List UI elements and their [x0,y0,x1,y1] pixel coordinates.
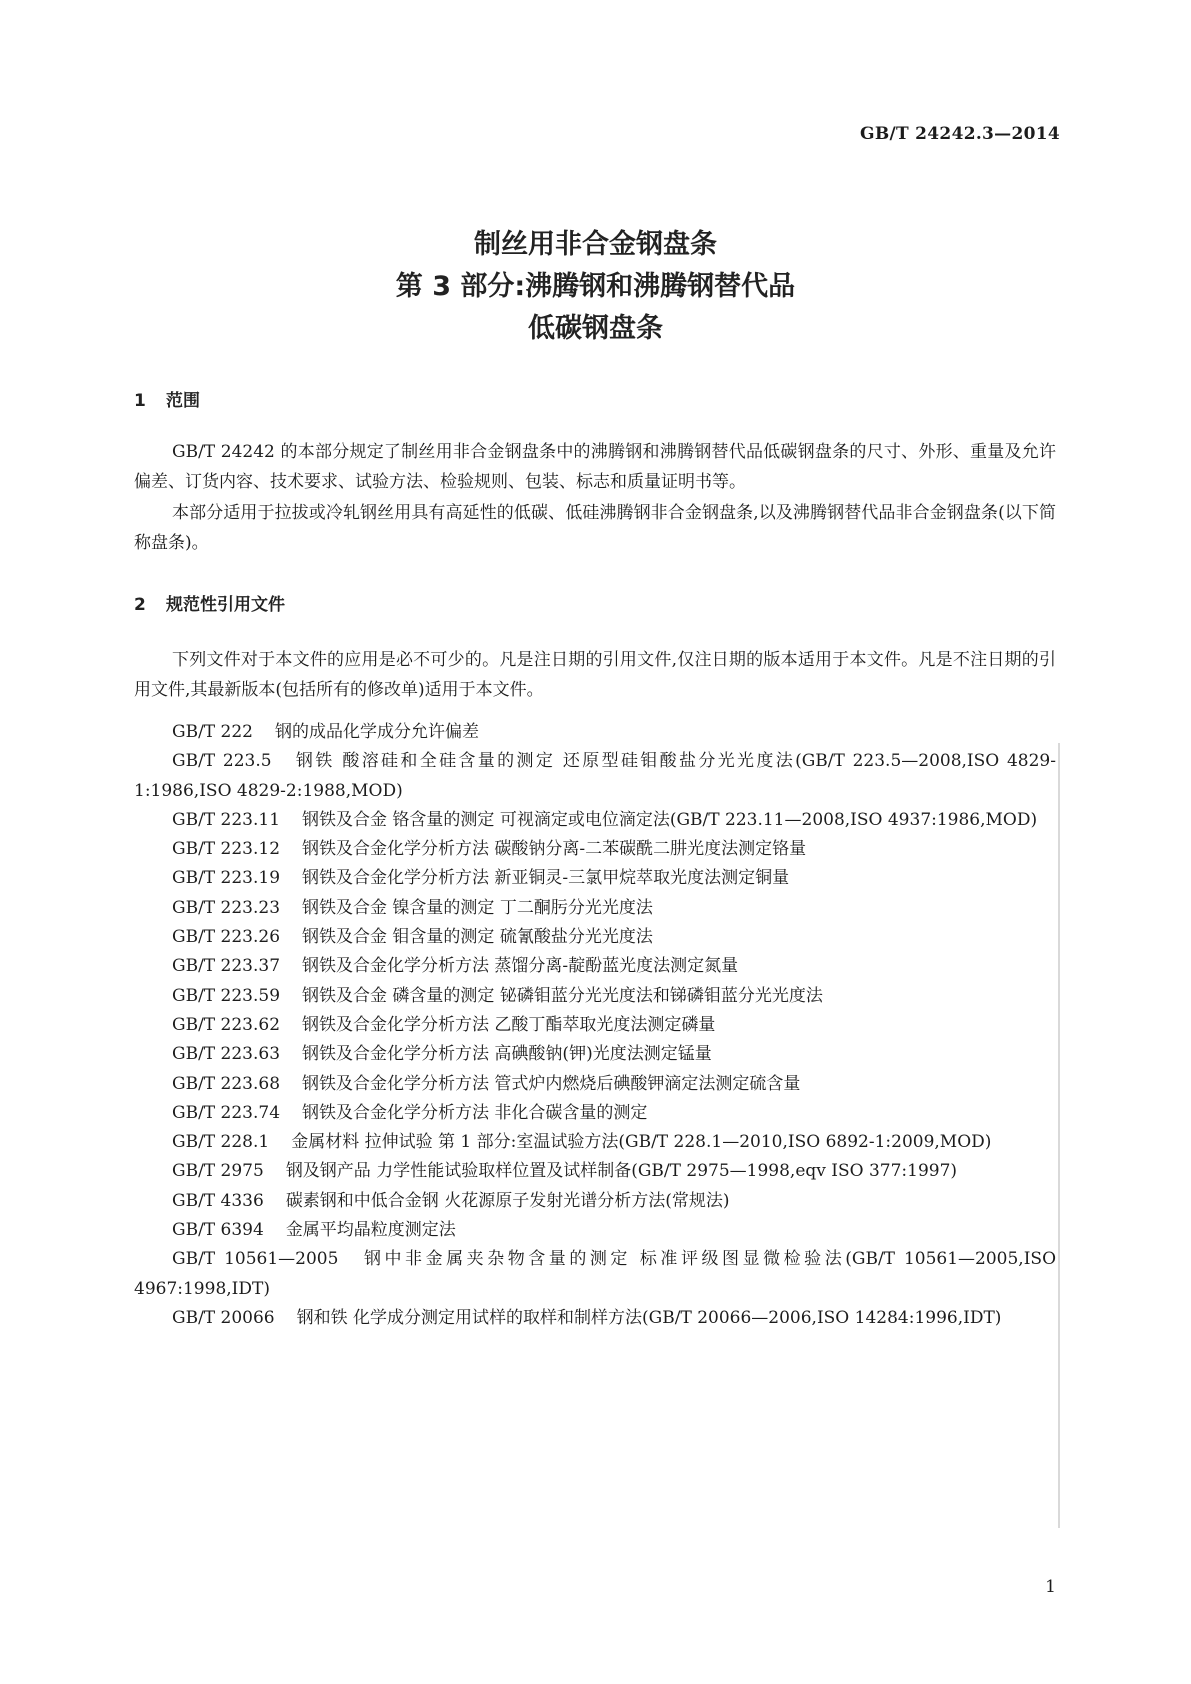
reference-code: GB/T 223.68 [172,1073,281,1094]
reference-item [134,1070,1056,1099]
reference-title: 钢铁及合金化学分析方法 非化合碳含量的测定 [302,1102,648,1123]
reference-code: GB/T 6394 [172,1220,264,1241]
reference-item [134,1187,1056,1216]
title-line-1: 制丝用非合金钢盘条 [474,229,717,260]
reference-code: GB/T 223.12 [172,839,281,860]
reference-item [134,894,1056,923]
reference-title: 钢铁及合金化学分析方法 蒸馏分离-靛酚蓝光度法测定氮量 [302,956,739,977]
reference-item [134,1216,1056,1245]
reference-item [134,1157,1056,1186]
reference-code: GB/T 4336 [172,1190,264,1211]
reference-code: GB/T 223.59 [172,985,281,1006]
reference-title: 钢中非金属夹杂物含量的测定 标准评级图显微检验法(GB/T 10561—2005,ISO 4967:1998,IDT) [134,1249,1057,1299]
section-number: 2 [134,595,146,615]
reference-code: GB/T 223.11 [172,809,281,830]
reference-code: GB/T 223.26 [172,927,281,948]
reference-item [134,718,1056,747]
reference-item [134,835,1056,864]
reference-item [134,923,1056,952]
scope-paragraph-2: 本部分适用于拉拔或冷轧钢丝用具有高延性的低碳、低硅沸腾钢非合金钢盘条,以及沸腾钢替代品非合金钢盘条(以下简称盘条)。 [134,503,1056,553]
reference-title: 钢铁及合金化学分析方法 高碘酸钠(钾)光度法测定锰量 [302,1044,712,1065]
reference-title: 钢及钢产品 力学性能试验取样位置及试样制备(GB/T 2975—1998,eqv ISO 377:1997) [285,1161,958,1182]
document-code: GB/T 24242.3—2014 [860,124,1060,144]
reference-title: 钢和铁 化学成分测定用试样的取样和制样方法(GB/T 20066—2006,ISO 14284:1996,IDT) [296,1307,1002,1328]
reference-code: GB/T 223.5 [172,751,272,772]
reference-title: 金属材料 拉伸试验 第 1 部分:室温试验方法(GB/T 228.1—2010,ISO 6892-1:2009,MOD) [291,1132,992,1153]
reference-item [134,1128,1056,1157]
reference-code: GB/T 223.74 [172,1102,281,1123]
reference-title: 钢的成品化学成分允许偏差 [275,722,479,742]
section-heading-normative-references [134,590,285,615]
reference-code: GB/T 223.62 [172,1014,281,1035]
section-title: 范围 [166,391,200,411]
reference-code: GB/T 223.37 [172,956,281,977]
section-title: 规范性引用文件 [166,595,285,615]
margin-rule [1058,743,1060,1528]
reference-title: 钢铁及合金 铬含量的测定 可视滴定或电位滴定法(GB/T 223.11—2008,ISO 4937:1986,MOD) [302,809,1038,830]
reference-item [134,952,1056,981]
reference-item [134,982,1056,1011]
reference-item [134,864,1056,893]
reference-code: GB/T 223.19 [172,868,281,889]
title-line-3: 低碳钢盘条 [528,313,663,344]
reference-item [134,1245,1056,1304]
reference-item [134,1011,1056,1040]
reference-title: 钢铁及合金化学分析方法 乙酸丁酯萃取光度法测定磷量 [302,1014,716,1035]
reference-title: 钢铁及合金化学分析方法 管式炉内燃烧后碘酸钾滴定法测定硫含量 [302,1073,801,1094]
reference-title: 钢铁及合金 钼含量的测定 硫氰酸盐分光光度法 [302,927,653,948]
reference-item [134,1304,1056,1333]
reference-item [134,747,1056,806]
page-number: 1 [1045,1577,1056,1597]
reference-code: GB/T 222 [172,722,253,742]
title-line-2: 第 3 部分:沸腾钢和沸腾钢替代品 [395,271,796,302]
document-title [0,224,1191,350]
reference-item [134,1040,1056,1069]
reference-list [134,718,1056,1333]
reference-item [134,806,1056,835]
reference-code: GB/T 223.23 [172,897,281,918]
references-intro-paragraph: 下列文件对于本文件的应用是必不可少的。凡是注日期的引用文件,仅注日期的版本适用于本文件。凡是不注日期的引用文件,其最新版本(包括所有的修改单)适用于本文件。 [134,650,1056,700]
reference-code: GB/T 20066 [172,1307,275,1328]
reference-title: 钢铁及合金 磷含量的测定 铋磷钼蓝分光光度法和锑磷钼蓝分光光度法 [302,985,823,1006]
section-number: 1 [134,391,146,411]
reference-title: 碳素钢和中低合金钢 火花源原子发射光谱分析方法(常规法) [285,1190,730,1211]
section-heading-scope [134,386,200,411]
reference-code: GB/T 2975 [172,1161,264,1182]
reference-code: GB/T 228.1 [172,1132,270,1153]
reference-code: GB/T 223.63 [172,1044,281,1065]
scope-paragraph-1: GB/T 24242 的本部分规定了制丝用非合金钢盘条中的沸腾钢和沸腾钢替代品低碳钢盘条的尺寸、外形、重量及允许偏差、订货内容、技术要求、试验方法、检验规则、包装、标志和质量证明书等。 [134,442,1056,492]
reference-item [134,1099,1056,1128]
reference-title: 金属平均晶粒度测定法 [285,1220,456,1241]
reference-code: GB/T 10561—2005 [172,1249,339,1270]
reference-title: 钢铁及合金 镍含量的测定 丁二酮肟分光光度法 [302,897,653,918]
reference-title: 钢铁及合金化学分析方法 新亚铜灵-三氯甲烷萃取光度法测定铜量 [302,868,790,889]
reference-title: 钢铁 酸溶硅和全硅含量的测定 还原型硅钼酸盐分光光度法(GB/T 223.5—2008,ISO 4829-1:1986,ISO 4829-2:1988,MOD) [134,751,1056,801]
reference-title: 钢铁及合金化学分析方法 碳酸钠分离-二苯碳酰二肼光度法测定铬量 [302,839,807,860]
